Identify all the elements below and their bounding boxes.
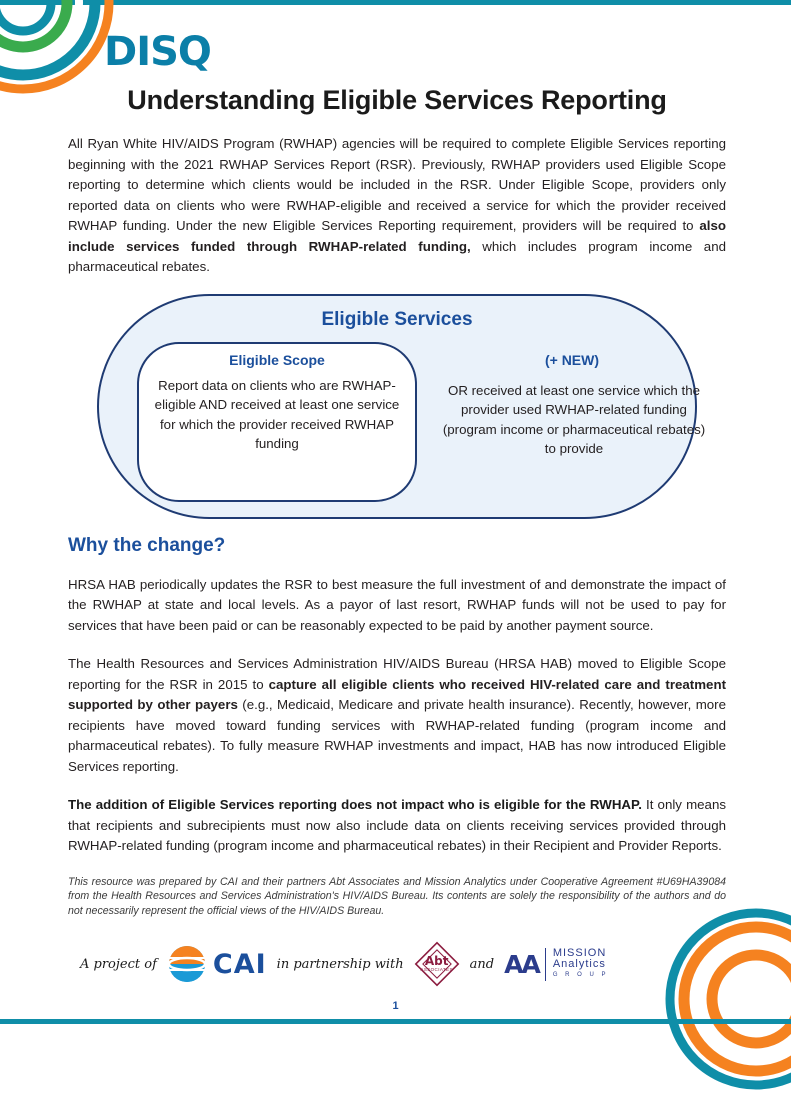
eligible-scope-title: Eligible Scope [229,351,325,368]
footer-partnership-label: in partnership with [276,956,404,972]
intro-text-bold: also include services funded through RWHAP-related funding, [68,218,726,254]
abt-associates-logo [414,941,460,987]
why-p3-bold: The addition of Eligible Services reporting does not impact who is eligible for the RWHAP. [68,797,642,812]
footer-partner-row [80,936,680,992]
intro-paragraph [68,134,726,278]
eligible-scope-body: Report data on clients who are RWHAP-eligible AND received at least one service for which the provider received RWHAP funding [154,377,400,451]
footer-and-label: and [469,956,495,972]
abt-sub-wordmark: ASSOCIATES [420,967,453,972]
why-p2-bold: capture all eligible clients who received HIV-related care and treatment supported by other payers [68,676,727,712]
page-title: Understanding Eligible Services Reporting [127,85,667,115]
why-paragraph-1: HRSA HAB periodically updates the RSR to best measure the full investment of and demonstrate the impact of the RWHAP at state and local levels. As a payor of last resort, RWHAP funds will not be used to pay for services that have been paid or can be reasonably expected to be paid by another payment source. [68,576,726,633]
mission-line-2: Analytics [552,957,606,970]
mission-wordmark [545,948,609,981]
mission-aa-monogram: AA [504,949,539,979]
bottom-rule [0,1019,791,1024]
intro-text-part1: All Ryan White HIV/AIDS Program (RWHAP) agencies will be required to complete Eligible Services reporting beginning with the 2021 RWHAP Services Report (RSR). Previously, RWHAP providers used Eligible Scope reporting to determine which clients would be included in the RSR. Under Eligible Scope, providers only reported data on clients who were RWHAP-eligible and received a service for which the provider received RWHAP funding. Under the new Eligible Services Reporting requirement, providers will be required to [68,136,726,233]
disq-logo-text: DISQ [104,29,211,75]
abt-wordmark: Abt [424,954,449,968]
cai-logo [167,944,267,984]
cai-globe-icon [167,944,207,984]
why-paragraph-3 [68,795,726,857]
diagram-title: Eligible Services [321,308,473,330]
mission-line-1: MISSION [552,946,607,959]
cai-wordmark: CAI [212,948,267,980]
why-p2-part2: (e.g., Medicaid, Medicare and private health insurance). Recently, however, more recipients have moved toward funding services with RWHAP-related funding (program income and pharmaceutical rebates). To fully measure RWHAP investments and impact, HAB has now introduced Eligible Services reporting. [68,697,726,774]
why-p3-rest: It only means that recipients and subrecipients must now also include data on clients receiving services provided through RWHAP-related funding (program income and pharmaceutical rebates) in their Recipient and Provider Reports. [68,797,726,853]
new-label-body: OR received at least one service which the provider used RWHAP-related funding (program income or pharmaceutical rebates) to provide [442,382,706,456]
why-paragraph-2 [68,654,726,777]
intro-text-part2: which includes program income and pharmaceutical rebates. [68,238,726,274]
page-number: 1 [392,1000,399,1012]
eligible-services-diagram [68,294,726,519]
document-page [68,0,726,918]
corner-arc-decoration-bottom-right [661,904,791,1094]
footer [0,936,791,996]
new-label-title: (+ NEW) [544,351,600,368]
why-p2-part1: The Health Resources and Services Administration HIV/AIDS Bureau (HRSA HAB) moved to Eligible Scope reporting for the RSR in 2015 to [68,656,726,692]
section-heading-why-the-change: Why the change? [68,534,226,556]
footer-project-of-label: A project of [80,956,157,972]
disclaimer-text: This resource was prepared by CAI and their partners Abt Associates and Mission Analytics under Cooperative Agreement #U69HA39084 from the Health Resources and Services Administration's HIV/AIDS Bureau. Its contents are solely the responsibility of the authors and do not necessarily represent the official views of the HIV/AIDS Bureau. [68,875,726,917]
mission-line-3: G R O U P [552,971,609,978]
mission-analytics-logo [504,948,608,981]
